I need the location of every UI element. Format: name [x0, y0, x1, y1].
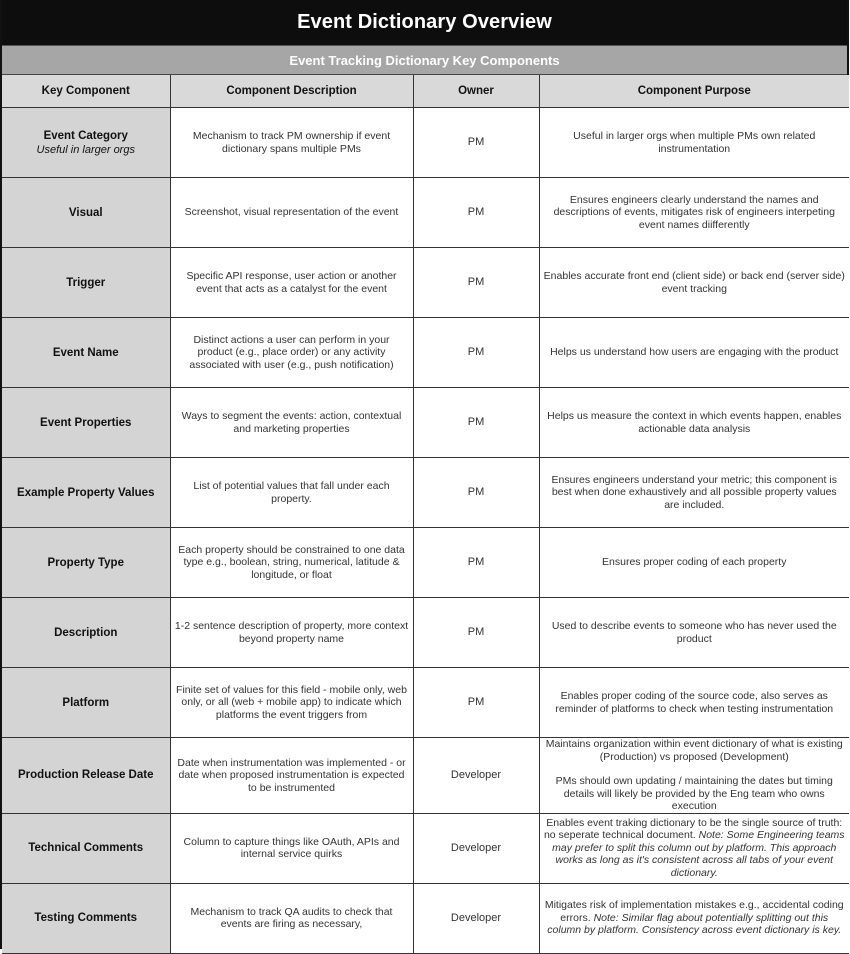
key-component-cell: Platform: [2, 668, 170, 738]
owner-cell: Developer: [413, 738, 539, 814]
description-cell: Column to capture things like OAuth, APIs and internal service quirks: [170, 813, 413, 883]
description-cell: Mechanism to track PM ownership if event dictionary spans multiple PMs: [170, 108, 413, 178]
purpose-extra-text: PMs should own updating / maintaining the dates but timing details will likely be provided by the Eng team who owns execution: [555, 775, 833, 812]
key-component-cell: [2, 108, 170, 178]
description-cell: List of potential values that fall under each property.: [170, 458, 413, 528]
owner-cell: PM: [413, 598, 539, 668]
owner-cell: PM: [413, 458, 539, 528]
purpose-cell: Ensures engineers understand your metric; this component is best when done exhaustively and all possible property values are included.: [539, 458, 849, 528]
owner-cell: PM: [413, 388, 539, 458]
table-row: [2, 388, 849, 458]
key-component-cell: Description: [2, 598, 170, 668]
description-cell: Specific API response, user action or another event that acts as a catalyst for the event: [170, 248, 413, 318]
table-row: [2, 668, 849, 738]
purpose-cell: Helps us measure the context in which events happen, enables actionable data analysis: [539, 388, 849, 458]
purpose-cell: [539, 813, 849, 883]
purpose-cell: Ensures proper coding of each property: [539, 528, 849, 598]
owner-cell: PM: [413, 178, 539, 248]
table-row: [2, 108, 849, 178]
table-row: [2, 458, 849, 528]
key-component-cell: Visual: [2, 178, 170, 248]
key-component-note: Useful in larger orgs: [36, 143, 135, 156]
description-cell: Ways to segment the events: action, contextual and marketing properties: [170, 388, 413, 458]
table-header-row: [2, 75, 849, 108]
table-row: [2, 883, 849, 953]
key-component-cell: Event Properties: [2, 388, 170, 458]
page-title: Event Dictionary Overview: [2, 0, 847, 46]
key-component-cell: Trigger: [2, 248, 170, 318]
purpose-cell: Enables accurate front end (client side) or back end (server side) event tracking: [539, 248, 849, 318]
key-component-cell: Example Property Values: [2, 458, 170, 528]
header-owner: Owner: [413, 75, 539, 108]
table-row: [2, 178, 849, 248]
table-row: [2, 813, 849, 883]
purpose-note: Note: Similar flag about potentially splitting out this column by platform. Consistency across event dictionary is key.: [547, 911, 842, 937]
key-component-cell: Event Name: [2, 318, 170, 388]
key-component-cell: Production Release Date: [2, 738, 170, 814]
purpose-text: Mitigates risk of implementation mistakes e.g., accidental coding errors.: [544, 899, 844, 924]
purpose-cell: Helps us understand how users are engaging with the product: [539, 318, 849, 388]
description-cell: Screenshot, visual representation of the event: [170, 178, 413, 248]
purpose-text: Maintains organization within event dictionary of what is existing (Production) vs proposed (Development): [545, 738, 843, 763]
table-row: [2, 598, 849, 668]
table-row: [2, 738, 849, 814]
description-cell: Mechanism to track QA audits to check that events are firing as necessary,: [170, 883, 413, 953]
paragraph-gap: [544, 763, 846, 775]
owner-cell: PM: [413, 318, 539, 388]
description-cell: 1-2 sentence description of property, more context beyond property name: [170, 598, 413, 668]
description-cell: Each property should be constrained to one data type e.g., boolean, string, numerical, latitude & longitude, or float: [170, 528, 413, 598]
table-row: [2, 528, 849, 598]
description-cell: Finite set of values for this field - mobile only, web only, or all (web + mobile app) to indicate which platforms the event triggers from: [170, 668, 413, 738]
description-cell: Distinct actions a user can perform in your product (e.g., place order) or any activity associated with user (e.g., push notification): [170, 318, 413, 388]
purpose-cell: [539, 883, 849, 953]
purpose-text: Enables event traking dictionary to be the single source of truth: no seperate technical document.: [543, 816, 843, 842]
description-cell: Date when instrumentation was implemented - or date when proposed instrumentation is expected to be instrumented: [170, 738, 413, 814]
owner-cell: PM: [413, 668, 539, 738]
header-component-description: Component Description: [170, 75, 413, 108]
table-row: [2, 318, 849, 388]
key-component-label: Event Category: [43, 129, 128, 142]
header-key-component: Key Component: [2, 75, 170, 108]
purpose-cell: Used to describe events to someone who has never used the product: [539, 598, 849, 668]
table-row: [2, 248, 849, 318]
header-component-purpose: Component Purpose: [539, 75, 849, 108]
purpose-cell: Enables proper coding of the source code, also serves as reminder of platforms to check when testing instrumentation: [539, 668, 849, 738]
key-components-table: [2, 75, 849, 954]
purpose-cell: [539, 738, 849, 814]
purpose-cell: Useful in larger orgs when multiple PMs own related instrumentation: [539, 108, 849, 178]
owner-cell: PM: [413, 108, 539, 178]
key-component-cell: Testing Comments: [2, 883, 170, 953]
owner-cell: Developer: [413, 813, 539, 883]
owner-cell: PM: [413, 248, 539, 318]
purpose-cell: Ensures engineers clearly understand the names and descriptions of events, mitigates risk of engineers interpeting event names diifferently: [539, 178, 849, 248]
owner-cell: PM: [413, 528, 539, 598]
key-component-cell: Property Type: [2, 528, 170, 598]
purpose-note: Note: Some Engineering teams may prefer to split this column out by platform. This approach works as long as it's consistent across all tabs of your event dictionary.: [552, 829, 845, 879]
key-component-cell: Technical Comments: [2, 813, 170, 883]
owner-cell: Developer: [413, 883, 539, 953]
table-subtitle: Event Tracking Dictionary Key Components: [2, 46, 847, 75]
